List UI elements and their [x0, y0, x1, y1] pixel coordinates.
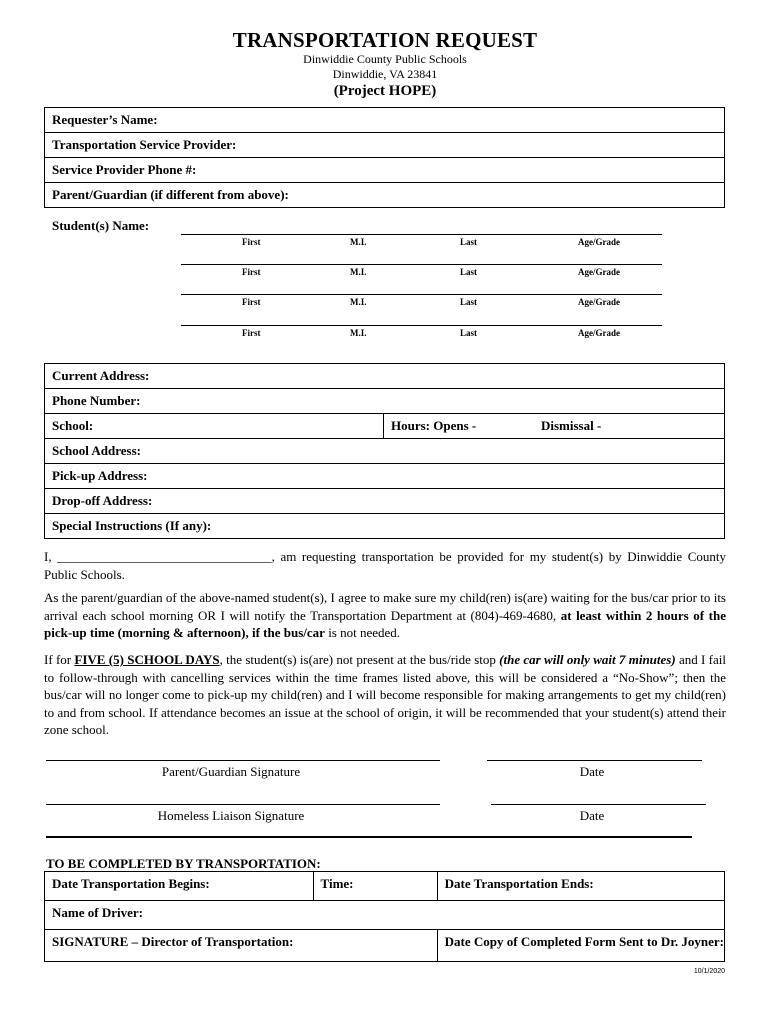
date-copy-sent-field[interactable]: Date Copy of Completed Form Sent to Dr. Joyner:: [437, 930, 724, 962]
student-line-4[interactable]: [181, 325, 662, 326]
parent-date-line[interactable]: [487, 760, 702, 761]
parent-agreement-paragraph: [44, 589, 726, 642]
caption-age-grade: Age/Grade: [578, 297, 620, 307]
policy-mid-text: , the student(s) is(are) not present at the bus/ride stop: [219, 652, 500, 667]
student-line-2[interactable]: [181, 264, 662, 265]
liaison-signature-line[interactable]: [46, 804, 440, 805]
transportation-section-heading: TO BE COMPLETED BY TRANSPORTATION:: [46, 856, 321, 871]
dismissal-label: Dismissal -: [541, 418, 602, 433]
current-address-field[interactable]: Current Address:: [45, 364, 725, 389]
student-line-1[interactable]: [181, 234, 662, 235]
five-school-days-text: FIVE (5) SCHOOL DAYS: [74, 652, 220, 667]
requester-info-table: [44, 107, 725, 208]
caption-last: Last: [460, 328, 478, 338]
hours-opens-label: Hours: Opens -: [391, 418, 477, 433]
director-signature-field[interactable]: SIGNATURE – Director of Transportation:: [45, 930, 438, 962]
liaison-date-label: Date: [579, 808, 605, 823]
request-statement: I, _________________________________, am requesting transportation be provided for my student(s) by Dinwiddie County Public Schools.: [44, 549, 726, 582]
special-instructions-field[interactable]: Special Instructions (If any):: [45, 514, 725, 539]
driver-name-field[interactable]: Name of Driver:: [45, 901, 725, 930]
parent-date-label: Date: [579, 764, 605, 779]
requester-name-field[interactable]: Requester’s Name:: [45, 108, 725, 133]
parent-guardian-field[interactable]: Parent/Guardian (if different from above):: [45, 183, 725, 208]
dropoff-address-field[interactable]: Drop-off Address:: [45, 489, 725, 514]
caption-age-grade: Age/Grade: [578, 267, 620, 277]
hours-field[interactable]: [384, 414, 725, 439]
time-field[interactable]: Time:: [313, 872, 437, 901]
agreement-end-text: is not needed.: [324, 625, 401, 640]
caption-first: First: [242, 237, 261, 247]
parent-signature-label: Parent/Guardian Signature: [161, 764, 301, 779]
phone-number-field[interactable]: Phone Number:: [45, 389, 725, 414]
student-line-3[interactable]: [181, 294, 662, 295]
caption-age-grade: Age/Grade: [578, 237, 620, 247]
liaison-signature-label: Homeless Liaison Signature: [157, 808, 305, 823]
students-label: Student(s) Name:: [52, 218, 150, 233]
caption-first: First: [242, 267, 261, 277]
agreement-text: As the parent/guardian of the above-named student(s), I agree to make sure my child(ren) is(are) waiting for the bus/car prior to its arrival each school morning OR I will notify the Transportation Department at (804)-469-4680,: [44, 590, 726, 623]
no-show-policy-paragraph: [44, 651, 726, 739]
address-info-table: [44, 363, 725, 539]
school-address-field[interactable]: School Address:: [45, 439, 725, 464]
caption-last: Last: [460, 237, 478, 247]
service-provider-field[interactable]: Transportation Service Provider:: [45, 133, 725, 158]
caption-last: Last: [460, 267, 478, 277]
liaison-date-line[interactable]: [491, 804, 706, 805]
caption-first: First: [242, 328, 261, 338]
provider-phone-field[interactable]: Service Provider Phone #:: [45, 158, 725, 183]
car-wait-text: (the car will only wait 7 minutes): [499, 652, 676, 667]
organization-name: Dinwiddie County Public Schools: [303, 52, 467, 66]
caption-first: First: [242, 297, 261, 307]
page-title: TRANSPORTATION REQUEST: [232, 28, 538, 52]
date-begins-field[interactable]: Date Transportation Begins:: [45, 872, 314, 901]
caption-mi: M.I.: [350, 328, 367, 338]
transportation-table: [44, 871, 725, 962]
parent-signature-line[interactable]: [46, 760, 440, 761]
revision-date: 10/1/2020: [693, 968, 725, 975]
caption-last: Last: [460, 297, 478, 307]
project-name: (Project HOPE): [333, 83, 437, 99]
agreement-deadline-text: at least within 2 hours of the pick-up time (morning & afternoon), if the bus/car: [44, 607, 726, 640]
policy-start-text: If for: [44, 652, 75, 667]
caption-mi: M.I.: [350, 237, 367, 247]
organization-address: Dinwiddie, VA 23841: [332, 67, 438, 81]
caption-age-grade: Age/Grade: [578, 328, 620, 338]
pickup-address-field[interactable]: Pick-up Address:: [45, 464, 725, 489]
caption-mi: M.I.: [350, 297, 367, 307]
caption-mi: M.I.: [350, 267, 367, 277]
date-ends-field[interactable]: Date Transportation Ends:: [437, 872, 724, 901]
school-field[interactable]: School:: [45, 414, 384, 439]
policy-end-text: and I fail to follow-through with cancelling services within the time frames listed above, this will be considered a “No-Show”; then the bus/car will no longer come to pick-up my child(ren) and I will become responsible for making arrangements to get my child(ren) to and from school. If attendance becomes an issue at the school of origin, it will be recommended that your student(s) attend their zone school.: [44, 652, 726, 737]
section-divider: [46, 836, 692, 838]
